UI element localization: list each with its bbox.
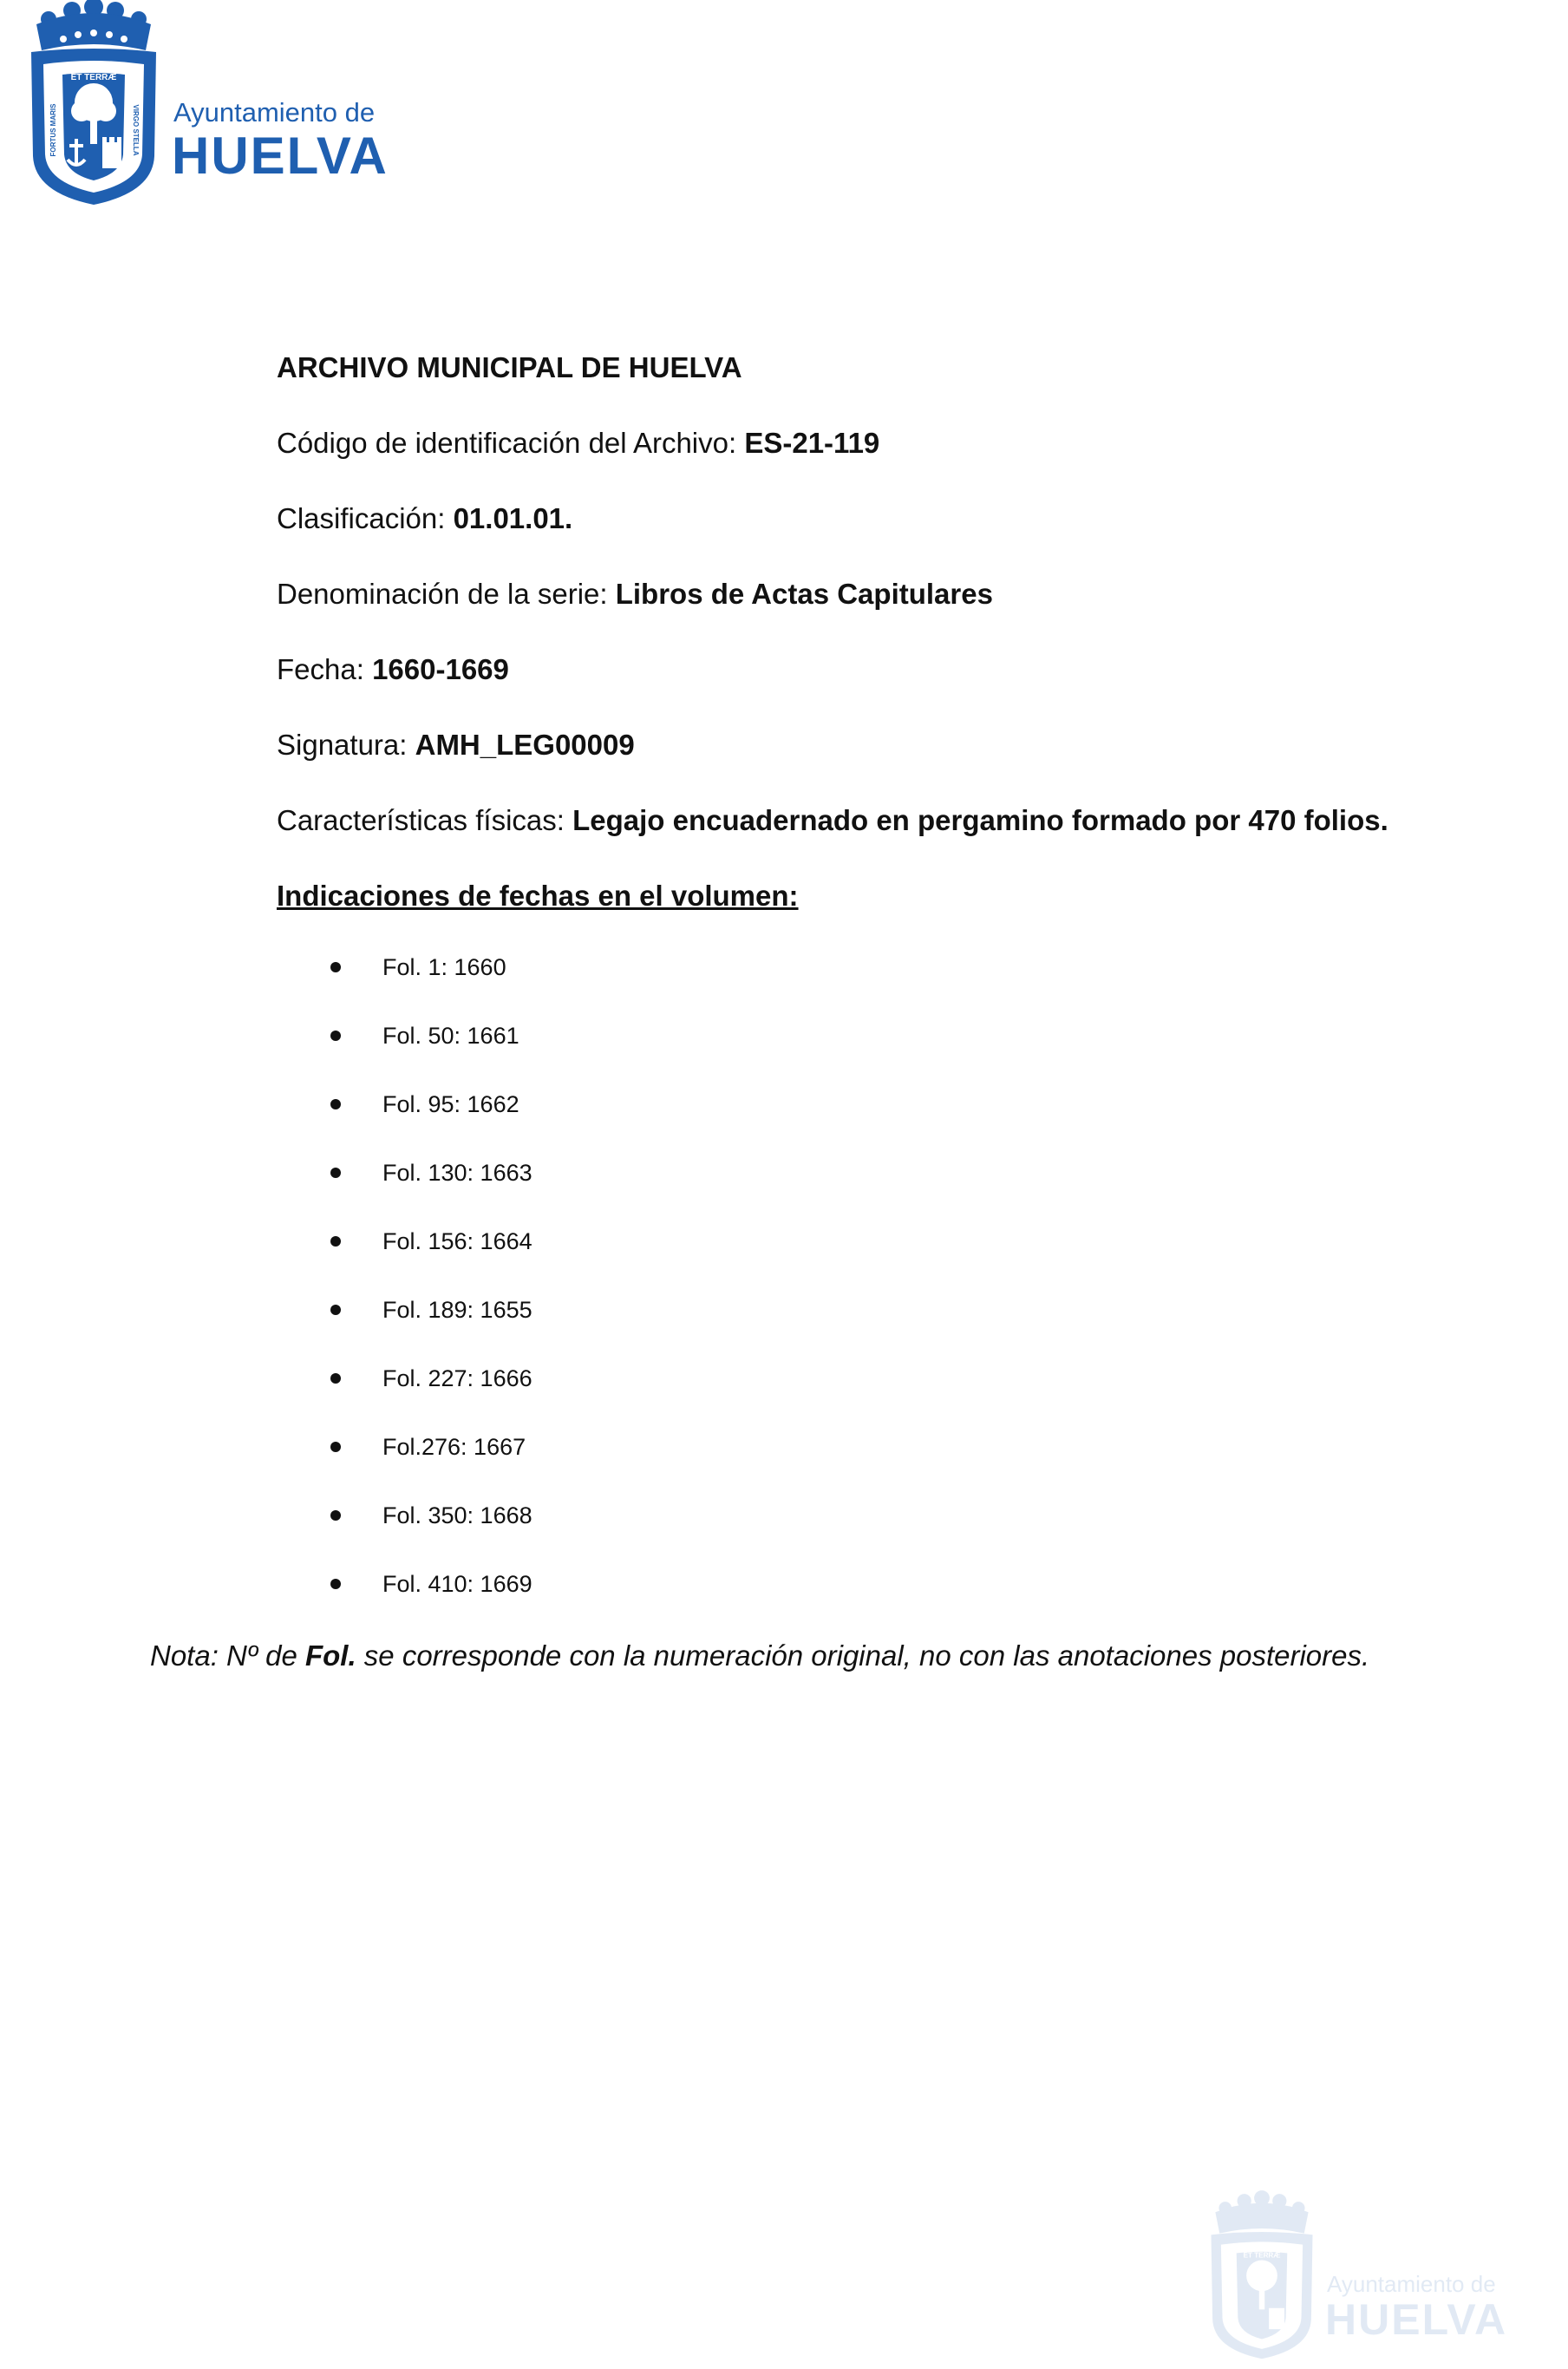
crest-motto-top: ET TERRÆ [1243,2251,1281,2260]
field-physical-characteristics [277,803,1388,838]
note-bold: Fol. [304,1639,356,1672]
header-logo [24,0,389,208]
logo-subtitle: Ayuntamiento de [1327,2271,1496,2297]
bullet-icon [330,1099,341,1109]
dates-heading: Indicaciones de fechas en el volumen: [277,880,799,912]
bullet-icon [330,1442,341,1452]
field-label: Denominación de la serie: [277,578,616,610]
logo-title: HUELVA [1325,2295,1508,2344]
date-entry: Fol. 50: 1661 [382,1023,519,1049]
note-suffix: se corresponde con la numeración original, no con las anotaciones posteriores. [356,1639,1370,1672]
field-value: AMH_LEG00009 [415,729,635,761]
field-label: Código de identificación del Archivo: [277,427,745,459]
bullet-icon [330,962,341,972]
field-value: 1660-1669 [372,653,509,685]
field-value: ES-21-119 [744,427,880,459]
bullet-icon [330,1031,341,1041]
field-value: Legajo encuadernado en pergamino formado por 470 folios. [572,804,1388,836]
date-entry: Fol. 130: 1663 [382,1160,532,1186]
watermark-logo [1205,2190,1509,2364]
bullet-icon [330,1168,341,1178]
bullet-icon [330,1236,341,1247]
field-label: Características físicas: [277,804,573,836]
crest-motto-left: FORTUS MARIS [49,103,57,157]
bullet-icon [330,1579,341,1589]
date-entry: Fol. 350: 1668 [382,1502,532,1528]
field-signature [277,728,635,762]
field-label: Signatura: [277,729,415,761]
date-entry: Fol. 95: 1662 [382,1091,519,1117]
field-series-name [277,577,993,612]
crest-motto-right: VIRGO STELLA [132,104,140,156]
field-label: Clasificación: [277,502,454,534]
crest-icon [24,0,163,208]
date-entry: Fol. 189: 1655 [382,1297,532,1323]
bullet-icon [330,1510,341,1521]
field-value: 01.01.01. [453,502,573,534]
date-entry: Fol. 1: 1660 [382,954,506,980]
date-entry: Fol. 227: 1666 [382,1365,532,1391]
field-archive-code [277,426,879,461]
footnote [150,1639,1369,1672]
date-entry: Fol. 156: 1664 [382,1228,532,1254]
field-date [277,652,509,687]
field-classification [277,501,572,536]
bullet-icon [330,1373,341,1384]
bullet-icon [330,1305,341,1315]
note-prefix: Nota: Nº de [150,1639,305,1672]
logo-subtitle: Ayuntamiento de [173,97,376,128]
date-entry: Fol.276: 1667 [382,1434,526,1460]
crest-icon [1205,2190,1318,2364]
date-entry: Fol. 410: 1669 [382,1571,532,1597]
field-value: Libros de Actas Capitulares [615,578,993,610]
field-label: Fecha: [277,653,373,685]
logo-title: HUELVA [172,127,389,185]
document-heading: ARCHIVO MUNICIPAL DE HUELVA [277,351,742,383]
crest-motto-top: ET TERRÆ [70,73,117,82]
